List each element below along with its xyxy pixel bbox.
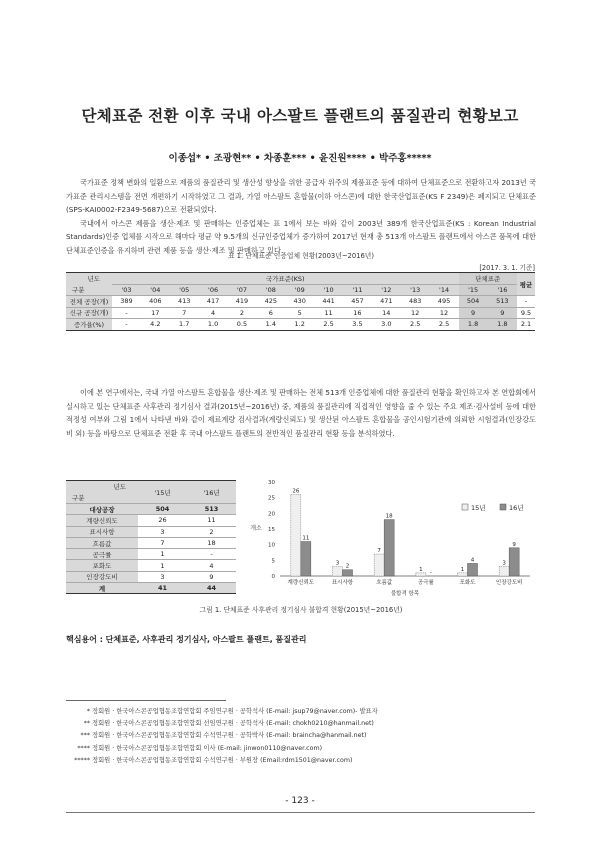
footnote-text: 정회원 · 한국아스콘공업협동조합연합회 수석연구원 · 부원장 (Email:rdm1501@naver.com) xyxy=(92,756,353,764)
table-row xyxy=(66,319,535,331)
table-row xyxy=(66,526,236,537)
table1-corner-cell xyxy=(66,273,112,296)
table1-year-cell: '09 xyxy=(285,284,314,296)
bar-2016 xyxy=(384,520,394,576)
table2-row-label: 흐름값 xyxy=(66,537,138,548)
table2-cell: 513 xyxy=(187,504,236,515)
footnote-mark: * xyxy=(86,708,90,715)
y-tick-label: 10 xyxy=(268,542,275,549)
page-bottom-rule xyxy=(66,812,535,813)
bar-2016 xyxy=(343,570,353,576)
data-label: 1 xyxy=(419,566,423,573)
table1-cell: 4 xyxy=(199,307,228,319)
footnote xyxy=(70,706,540,718)
footnote-divider xyxy=(66,700,226,701)
bar-2015 xyxy=(416,573,426,576)
table1-cell: 425 xyxy=(256,296,285,308)
table2-cell: 4 xyxy=(187,560,236,571)
table1-cell: 441 xyxy=(314,296,343,308)
table1-cell: 417 xyxy=(199,296,228,308)
y-tick-label: 0 xyxy=(271,574,275,580)
table1-avg-cell: 2.1 xyxy=(517,319,535,331)
table1-group-standard: 단체표준 xyxy=(459,273,518,285)
table1-cell: 11 xyxy=(314,307,343,319)
table2-row-label: 계 xyxy=(66,583,138,594)
author-list: 이종섭* • 조광현** • 차종훈*** • 윤진원**** • 박주홍***** xyxy=(168,153,432,164)
bar-2016 xyxy=(468,563,478,576)
table1-corner-year: 년도 xyxy=(87,275,100,283)
table2-col-16: '16년 xyxy=(187,481,236,504)
x-tick-label: 표시사항 xyxy=(331,580,354,586)
x-axis-label: 불합격 항목 xyxy=(390,591,420,597)
data-label: 2 xyxy=(345,563,350,570)
table1-cell: 413 xyxy=(170,296,199,308)
table1-cell: 2.5 xyxy=(430,319,459,331)
table1-cell: 9 xyxy=(488,307,517,319)
table-row xyxy=(66,560,236,571)
table1-cell: 16 xyxy=(343,307,372,319)
table1-cell: 430 xyxy=(285,296,314,308)
bar-2015 xyxy=(499,567,509,576)
table2-cell: 44 xyxy=(187,583,236,594)
table-row xyxy=(66,307,535,319)
table2-row-label: 포화도 xyxy=(66,560,138,571)
y-tick-label: 30 xyxy=(268,480,275,486)
bar-2015 xyxy=(291,495,301,576)
table2-corner-category: 구분 xyxy=(72,494,85,502)
table1-cell: 0.5 xyxy=(228,319,257,331)
bar-2015 xyxy=(458,573,468,576)
table1-year-cell: '03 xyxy=(112,284,141,296)
table1-avg-cell: - xyxy=(517,296,535,308)
table1-year-cell: '07 xyxy=(228,284,257,296)
table1-body xyxy=(66,296,535,331)
table1-cell: 2.5 xyxy=(401,319,430,331)
y-tick-label: 25 xyxy=(268,495,275,502)
table1-cell: 1.0 xyxy=(199,319,228,331)
footnote-text: 정회원 · 한국아스콘공업협동조합연합회 이사 (E-mail: jinwon0110@naver.com) xyxy=(92,744,323,752)
bar-2016 xyxy=(301,542,311,576)
table1-year-cell: '08 xyxy=(256,284,285,296)
table1-year-cell: '10 xyxy=(314,284,343,296)
footnote-mark: ** xyxy=(83,720,90,728)
data-label: 18 xyxy=(385,513,393,520)
x-tick-label: 포화도 xyxy=(459,580,476,586)
table1-cell: 6 xyxy=(256,307,285,319)
table2-corner-cell xyxy=(66,481,138,504)
footnote-text: 정회원 · 한국아스콘공업협동조합연합회 수석연구원 · 공학박사 (E-mail: braincha@hanmail.net) xyxy=(92,732,367,740)
legend-label: 15년 xyxy=(471,504,486,512)
table1-cell: 12 xyxy=(430,307,459,319)
table1-year-row xyxy=(66,284,535,296)
keywords: 핵심용어 : 단체표준, 사후관리 정기심사, 아스팔트 플랜트, 품질관리 xyxy=(66,635,307,644)
table1-year-cell: '11 xyxy=(343,284,372,296)
footnote-mark: *** xyxy=(80,732,90,740)
table1-cell: 9 xyxy=(459,307,488,319)
table-row xyxy=(66,583,236,594)
table2-row-label: 인장강도비 xyxy=(66,571,138,582)
table1-cell: 4.2 xyxy=(141,319,170,331)
table1-cell: 1.8 xyxy=(488,319,517,331)
table1-year-cell: '05 xyxy=(170,284,199,296)
table2-row-label: 공극률 xyxy=(66,549,138,560)
y-axis-label: 개소 xyxy=(250,525,262,532)
data-label: 1 xyxy=(460,566,465,573)
table1-corner-category: 구분 xyxy=(72,286,85,294)
table-row xyxy=(66,504,236,515)
table2-cell: 11 xyxy=(187,515,236,526)
table1-avg-cell: 9.5 xyxy=(517,307,535,319)
data-label: - xyxy=(429,570,432,576)
footnote-mark: ***** xyxy=(74,756,90,764)
table1-cell: 7 xyxy=(170,307,199,319)
data-label: 11 xyxy=(302,535,310,542)
table1-year-cell: '13 xyxy=(401,284,430,296)
table1-cell: 1.7 xyxy=(170,319,199,331)
table1-cell: 495 xyxy=(430,296,459,308)
table2-cell: 2 xyxy=(187,526,236,537)
table1-cell: 5 xyxy=(285,307,314,319)
legend-swatch xyxy=(500,504,506,510)
data-label: 26 xyxy=(292,488,300,495)
table2-cell: 3 xyxy=(138,526,187,537)
page-number: - 123 - xyxy=(285,796,315,806)
data-label: 3 xyxy=(502,560,506,567)
table1-group-ks: 국가표준(KS) xyxy=(112,273,459,285)
table2-cell: 18 xyxy=(187,537,236,548)
footnote-text: 정회원 · 한국아스콘공업협동조합연합회 주임연구원 · 공학석사 (E-mail: jsup79@naver.com)- 발표자 xyxy=(92,708,378,715)
table2-cell: 9 xyxy=(187,571,236,582)
footnote-text: 정회원 · 한국아스콘공업협동조합연합회 선임연구원 · 공학석사 (E-mail: chokh0210@hanmail.net) xyxy=(92,720,374,728)
table1-cell: 504 xyxy=(459,296,488,308)
body-paragraph-3: 이에 본 연구에서는, 국내 가열 아스팔트 혼합물을 생산·제조 및 판매하는 전체 513개 인증업체에 대한 품질관리 현황을 확인하고자 본 연합회에서 실시하고 있는 단체표준 사후관리 정기심사 결과(2015년~2016년) 중, 제품의 품질관리에 직접적인 영향을 줄 수 있는 주요 제조·검사설비 등에 대한 적정성 여부와 그림 1에서 나타낸 바와 같이 제료계량 검사결과(계량신뢰도) 및 생산된 아스팔트 혼합물을 공인시험기관에 의뢰한 시험결과(인장강도비 외) 등을 바탕으로 단체표준 전환 후 국내 아스팔트 플랜트의 전반적인 품질관리 현황 등을 분석하였다. xyxy=(66,388,536,438)
x-tick-label: 공극률 xyxy=(417,580,434,586)
table1-cell: 389 xyxy=(112,296,141,308)
footnote xyxy=(70,755,540,767)
body-section xyxy=(66,386,536,440)
intro-paragraph-1: 국가표준 정책 변화의 일환으로 제품의 품질관리 및 생산성 향상을 위한 공급자 위주의 제품표준 등에 대하여 단체표준으로 전환하고자 2013년 국가표준 관리시스템을 전면 개편하기 시작하였고 그 결과, 가열 아스팔트 혼합물(이하 아스콘)에 대한 한국산업표준(KS F 2349)은 폐지되고 단체표준(SPS-KAI0002-F2349-5687)으로 전환되었다. xyxy=(66,178,536,215)
table1-year-cell: '12 xyxy=(372,284,401,296)
table2-cell: 3 xyxy=(138,571,187,582)
table2-cell: 504 xyxy=(138,504,187,515)
table2-cell: 26 xyxy=(138,515,187,526)
table1-year-cell: '06 xyxy=(199,284,228,296)
table2-cell: 41 xyxy=(138,583,187,594)
table1-row-label: 증가율(%) xyxy=(66,319,112,331)
intro-section xyxy=(66,176,536,258)
footnote-mark: **** xyxy=(77,744,90,752)
y-tick-label: 5 xyxy=(271,558,275,565)
table1-date: [2017. 3. 1. 기준] xyxy=(479,264,535,272)
table1-cell: 1.4 xyxy=(256,319,285,331)
x-tick-label: 흐름값 xyxy=(376,580,393,586)
table1-row-label: 신규 공장(개) xyxy=(66,307,112,319)
table2-cell: 1 xyxy=(138,560,187,571)
table1-caption: 표 1. 단체표준 인증업체 현황(2003년~2016년) xyxy=(227,252,375,260)
table2-corner-year: 년도 xyxy=(113,483,126,491)
figure1-caption: 그림 1. 단체표준 사후관리 정기심사 불합격 현황(2015년~2016년) xyxy=(199,606,403,614)
table-row xyxy=(66,296,535,308)
bar-2015 xyxy=(333,567,343,576)
intro-paragraph-2: 국내에서 아스콘 제품을 생산·제조 및 판매하는 인증업체는 표 1에서 보는 바와 같이 2003년 389개 한국산업표준(KS : Korean Industrial Standards)인증 업체를 시작으로 해마다 평균 약 9.5개의 신규인증업체가 증가하여 2017년 현재 총 513개 아스팔트 플랜트에서 아스콘 품목에 대한 단체표준인증을 유지하며 관련 제품 등을 생산·제조 및 판매하고 있다. xyxy=(66,218,536,255)
table1-year-cell: '04 xyxy=(141,284,170,296)
footnotes xyxy=(70,706,540,767)
table2-col-15: '15년 xyxy=(138,481,187,504)
table-row xyxy=(66,549,236,560)
data-label: 4 xyxy=(470,557,475,564)
footnote xyxy=(70,730,540,742)
table1-cell: 406 xyxy=(141,296,170,308)
table2-row-label: 계량신뢰도 xyxy=(66,515,138,526)
footnote xyxy=(70,718,540,730)
table1-cell: 14 xyxy=(372,307,401,319)
table-row xyxy=(66,537,236,548)
table1-cell: 419 xyxy=(228,296,257,308)
bar-2016 xyxy=(509,548,519,576)
table1-row-label: 전체 공장(개) xyxy=(66,296,112,308)
table-row xyxy=(66,571,236,582)
legend-label: 16년 xyxy=(509,504,524,512)
table1-cell: 3.0 xyxy=(372,319,401,331)
table1-cell: 3.5 xyxy=(343,319,372,331)
table2-cell: - xyxy=(187,549,236,560)
table-row xyxy=(66,515,236,526)
table1-cell: 12 xyxy=(401,307,430,319)
table2-cell: 7 xyxy=(138,537,187,548)
table2-row-label: 대상공장 xyxy=(66,504,138,515)
data-label: 7 xyxy=(377,548,381,555)
table1-cell: - xyxy=(112,319,141,331)
x-tick-label: 인장강도비 xyxy=(495,580,523,586)
inspection-table xyxy=(66,480,236,594)
bar-2015 xyxy=(374,554,384,576)
table1-cell: 2.5 xyxy=(314,319,343,331)
data-label: 3 xyxy=(335,560,340,567)
y-tick-label: 20 xyxy=(268,511,275,518)
inspection-bar-chart xyxy=(246,472,536,600)
table2-cell: 1 xyxy=(138,549,187,560)
table1-cell: 483 xyxy=(401,296,430,308)
table1-cell: - xyxy=(112,307,141,319)
table2-body xyxy=(66,504,236,594)
table1-cell: 457 xyxy=(343,296,372,308)
table1-cell: 513 xyxy=(488,296,517,308)
certification-table xyxy=(66,272,535,331)
y-tick-label: 15 xyxy=(268,527,275,533)
table1-avg-header: 평균 xyxy=(517,273,535,296)
footnote xyxy=(70,743,540,755)
x-tick-label: 계량신뢰도 xyxy=(287,580,315,586)
table1-cell: 471 xyxy=(372,296,401,308)
table1-year-cell: '15 xyxy=(459,284,488,296)
table1-year-cell: '16 xyxy=(488,284,517,296)
table1-year-cell: '14 xyxy=(430,284,459,296)
legend-swatch xyxy=(462,504,468,510)
table1-cell: 2 xyxy=(228,307,257,319)
table1-cell: 1.2 xyxy=(285,319,314,331)
table2-row-label: 표시사항 xyxy=(66,526,138,537)
table1-cell: 1.8 xyxy=(459,319,488,331)
table1-cell: 17 xyxy=(141,307,170,319)
paper-title: 단체표준 전환 이후 국내 아스팔트 플랜트의 품질관리 현황보고 xyxy=(81,107,519,125)
data-label: 9 xyxy=(512,541,516,548)
